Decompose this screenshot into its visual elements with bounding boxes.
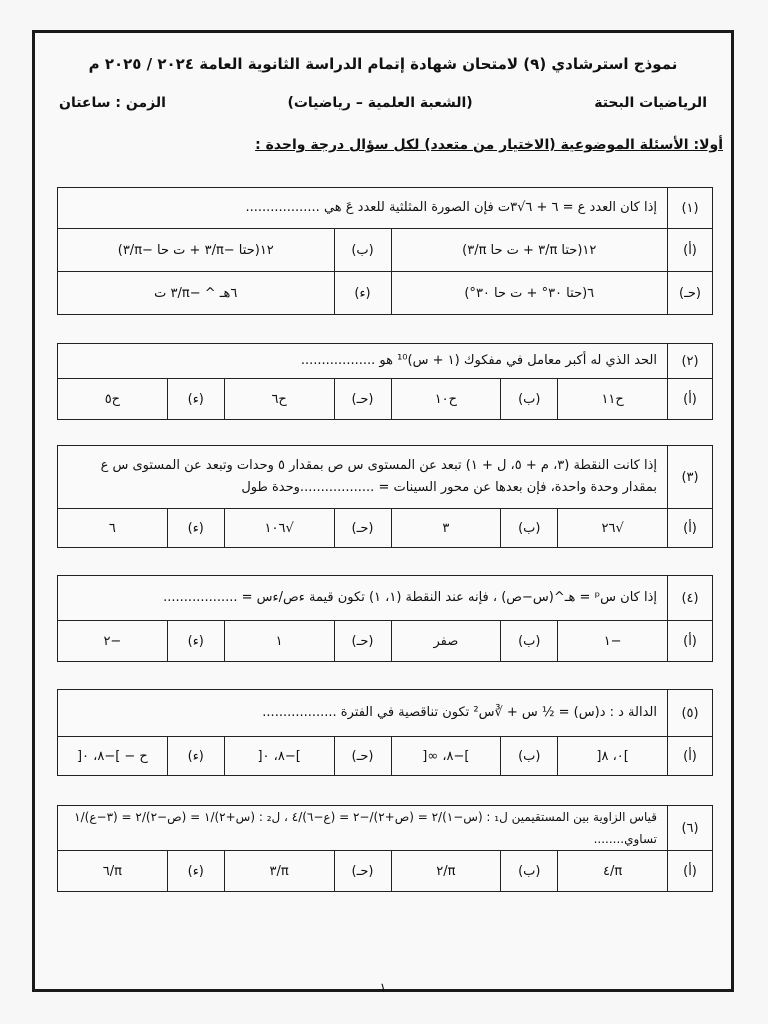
question-text: الحد الذي له أكبر معامل في مفكوك (١ + س)¹⁰ هو ..................	[300, 353, 657, 368]
option-label: (حـ)	[334, 737, 391, 775]
option-label: (ب)	[500, 379, 557, 419]
option-d[interactable]: ٦	[108, 520, 116, 536]
question-5	[57, 689, 713, 776]
question-text: إذا كان العدد ع = ٦ + ٦√٣ت فإن الصورة المثلثية للعدد عَ هي ..................	[245, 200, 657, 215]
question-text: إذا كان سᵖ = هـ^(س−ص) ، فإنه عند النقطة (١، ١) تكون قيمة ءص/ءس = ..................	[163, 590, 657, 605]
question-number: (٤)	[667, 576, 712, 620]
option-label: (أ)	[667, 851, 712, 891]
question-number: (٦)	[667, 806, 712, 850]
option-label: (أ)	[667, 737, 712, 775]
option-label: (حـ)	[334, 851, 391, 891]
question-number: (٢)	[667, 344, 712, 378]
option-d[interactable]: π/٦	[102, 863, 122, 879]
option-label: (ب)	[334, 229, 391, 271]
option-c[interactable]: ]−٨، ٠[	[224, 737, 334, 775]
option-label: (ء)	[167, 737, 224, 775]
option-label: (ب)	[500, 509, 557, 547]
option-label: (أ)	[667, 621, 712, 661]
question-text: قياس الزاوية بين المستقيمين ل₁ : (س−١)/٢ = (ص+٢)/−٢ = (ع−٦)/٤ ، ل₂ : (س+٢)/١ = (ص−٢)/٢ = (٣−ع)/١ تساوي........	[74, 810, 657, 846]
section-title: أولا: الأسئلة الموضوعية (الاختيار من متعدد) لكل سؤال درجة واحدة :	[255, 137, 723, 153]
option-label: (حـ)	[334, 509, 391, 547]
question-6	[57, 805, 713, 892]
option-label: (ء)	[167, 851, 224, 891]
exam-title: نموذج استرشادي (٩) لامتحان شهادة إتمام الدراسة الثانوية العامة ٢٠٢٤ / ٢٠٢٥ م	[88, 55, 678, 73]
option-b[interactable]: π/٢	[391, 851, 501, 891]
option-label: (أ)	[667, 379, 712, 419]
exam-page	[32, 30, 734, 996]
option-label: (ب)	[500, 621, 557, 661]
option-label: (ء)	[167, 379, 224, 419]
option-c[interactable]: √١٠٦	[224, 509, 334, 547]
option-a[interactable]: −١	[557, 621, 667, 661]
option-a[interactable]: ح١١	[557, 379, 667, 419]
question-text: الدالة د : د(س) = ½ س + ∛س² تكون تناقصية في الفترة ..................	[262, 705, 657, 720]
question-number: (٣)	[667, 446, 712, 508]
exam-subheader	[59, 95, 707, 111]
question-text: إذا كانت النقطة (٣، م + ٥، ل + ١) تبعد عن المستوى س ص بمقدار ٥ وحدات وتبعد عن المستوى س ع	[100, 458, 657, 473]
option-label: (أ)	[667, 229, 712, 271]
option-label: (أ)	[667, 509, 712, 547]
option-b[interactable]: ح١٠	[391, 379, 501, 419]
question-2	[57, 343, 713, 420]
option-c[interactable]: ح٦	[224, 379, 334, 419]
option-label: (حـ)	[334, 621, 391, 661]
option-d[interactable]: ٦هـ ^ −π/٣ ت	[154, 285, 238, 301]
option-b[interactable]: ١٢(حتا −π/٣ + ت حا −π/٣)	[117, 242, 274, 258]
option-b[interactable]: صفر	[391, 621, 501, 661]
question-3	[57, 445, 713, 548]
option-b[interactable]: ]−٨، ∞[	[391, 737, 501, 775]
option-d[interactable]: −٢	[103, 633, 122, 649]
option-label: (ب)	[500, 851, 557, 891]
option-a[interactable]: ١٢(حتا π/٣ + ت حا π/٣)	[391, 229, 668, 271]
option-a[interactable]: ]٠، ٨[	[557, 737, 667, 775]
question-4	[57, 575, 713, 662]
question-number: (١)	[667, 188, 712, 228]
option-a[interactable]: √٢٦	[557, 509, 667, 547]
option-a[interactable]: π/٤	[557, 851, 667, 891]
page-number: ١	[379, 981, 387, 996]
option-label: (ء)	[167, 621, 224, 661]
option-c[interactable]: π/٣	[224, 851, 334, 891]
option-c[interactable]: ١	[224, 621, 334, 661]
question-text-line2: بمقدار وحدة واحدة، فإن بعدها عن محور السينات = ..................وحدة طول	[241, 480, 657, 495]
option-label: (حـ)	[334, 379, 391, 419]
question-text-block	[58, 446, 667, 508]
branch-label: (الشعبة العلمية – رياضيات)	[287, 95, 473, 111]
option-label: (ء)	[167, 509, 224, 547]
option-d[interactable]: ح − ]−٨، ٠[	[76, 748, 148, 764]
option-label: (ب)	[500, 737, 557, 775]
option-label: (حـ)	[667, 272, 712, 314]
option-b[interactable]: ٣	[391, 509, 501, 547]
subject-label: الرياضيات البحتة	[594, 95, 707, 111]
option-label: (ء)	[334, 272, 391, 314]
option-d[interactable]: ح٥	[104, 391, 121, 407]
question-1	[57, 187, 713, 315]
option-c[interactable]: ٦(حتا ٣٠° + ت حا ٣٠°)	[391, 272, 668, 314]
time-label: الزمن : ساعتان	[59, 95, 166, 111]
question-number: (٥)	[667, 690, 712, 736]
